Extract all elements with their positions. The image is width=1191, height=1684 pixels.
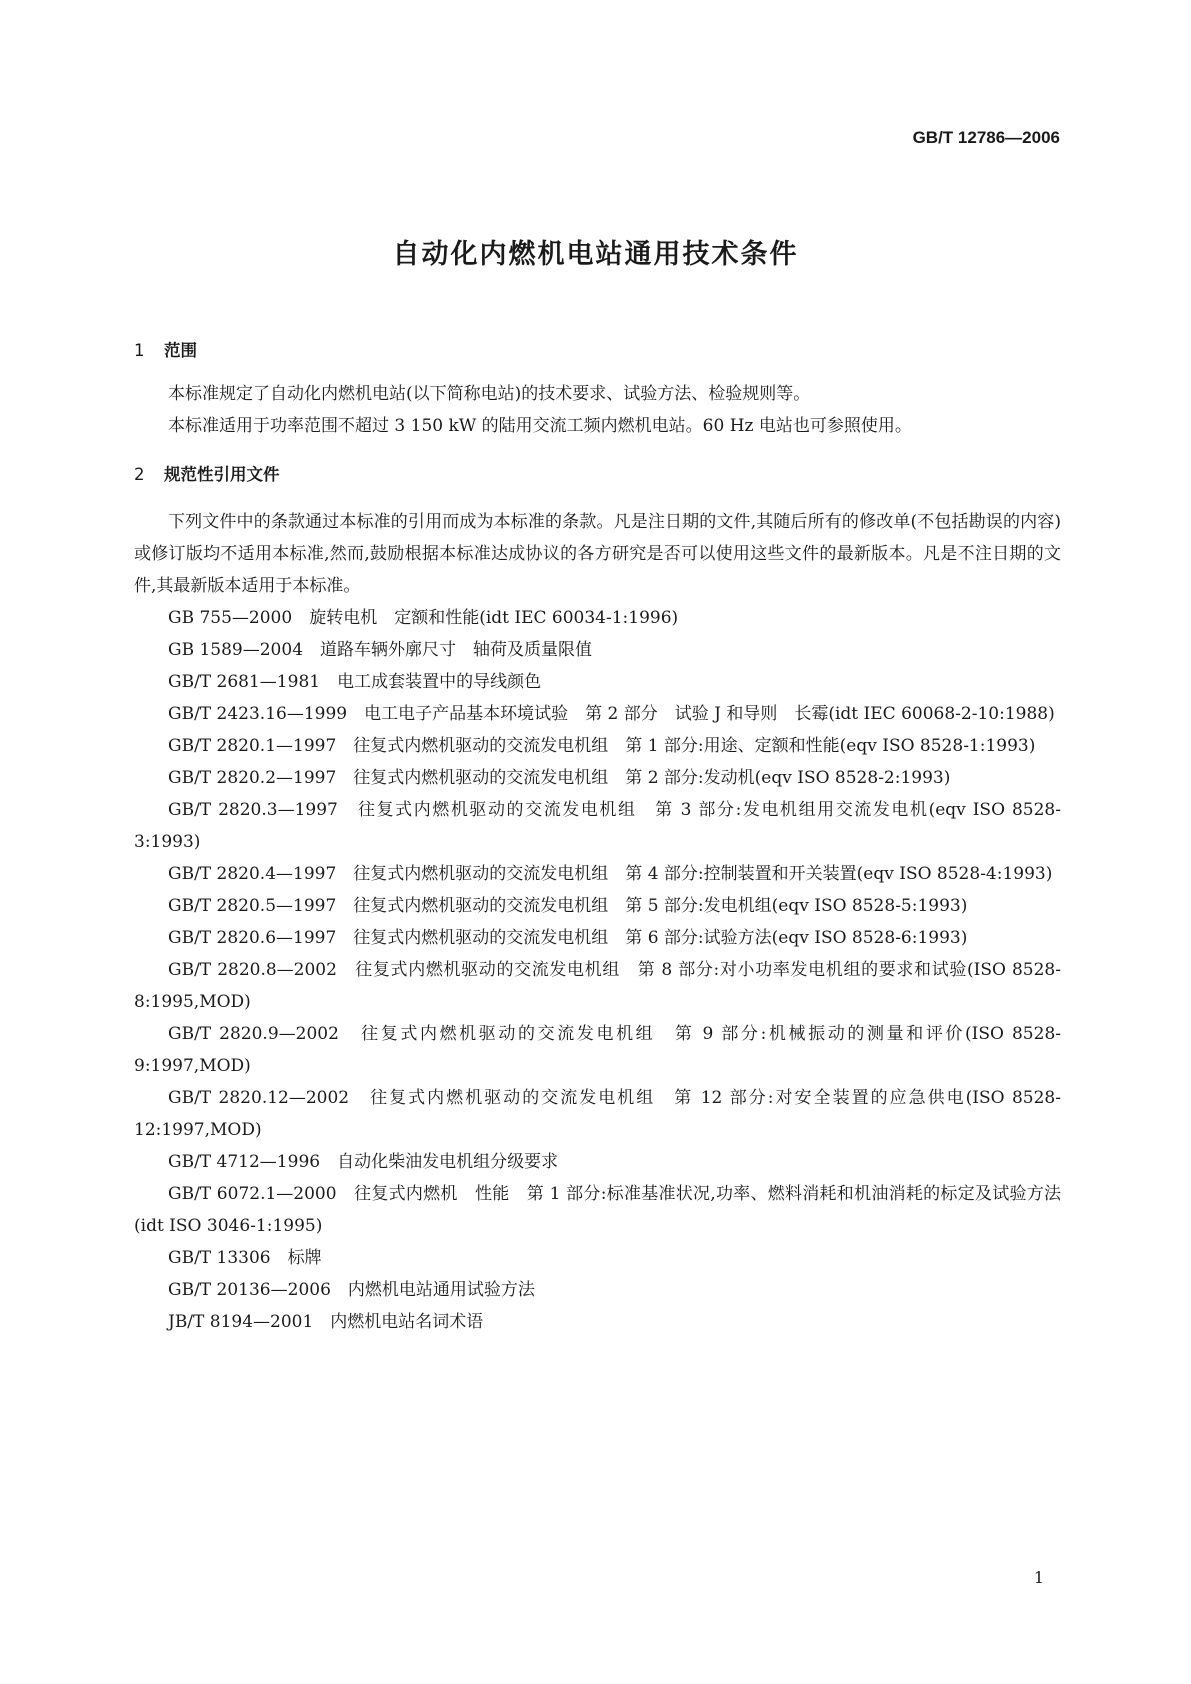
reference-item: GB 1589—2004 道路车辆外廓尺寸 轴荷及质量限值 — [168, 640, 593, 660]
section-1-title: 范围 — [164, 341, 197, 360]
reference-item: GB/T 2681—1981 电工成套装置中的导线颜色 — [168, 672, 542, 692]
reference-item: GB/T 2820.3—1997 往复式内燃机驱动的交流发电机组 第 3 部分:发电机组用交流发电机(eqv ISO 8528-3:1993) — [134, 800, 1061, 852]
reference-item: GB/T 2820.4—1997 往复式内燃机驱动的交流发电机组 第 4 部分:控制装置和开关装置(eqv ISO 8528-4:1993) — [168, 864, 1053, 884]
reference-item: GB/T 2820.8—2002 往复式内燃机驱动的交流发电机组 第 8 部分:对小功率发电机组的要求和试验(ISO 8528-8:1995,MOD) — [134, 960, 1061, 1012]
section-1-number: 1 — [134, 341, 145, 360]
scope-paragraph-2: 本标准适用于功率范围不超过 3 150 kW 的陆用交流工频内燃机电站。60 Hz 电站也可参照使用。 — [168, 416, 912, 436]
reference-item: GB/T 4712—1996 自动化柴油发电机组分级要求 — [168, 1152, 559, 1172]
reference-item: GB/T 2820.1—1997 往复式内燃机驱动的交流发电机组 第 1 部分:用途、定额和性能(eqv ISO 8528-1:1993) — [168, 736, 1036, 756]
reference-item: GB 755—2000 旋转电机 定额和性能(idt IEC 60034-1:1996) — [168, 608, 679, 628]
section-2-title: 规范性引用文件 — [164, 465, 280, 484]
reference-item: GB/T 13306 标牌 — [168, 1248, 322, 1268]
document-body — [134, 338, 1061, 1338]
reference-item: GB/T 2820.5—1997 往复式内燃机驱动的交流发电机组 第 5 部分:发电机组(eqv ISO 8528-5:1993) — [168, 896, 968, 916]
reference-item: GB/T 20136—2006 内燃机电站通用试验方法 — [168, 1280, 535, 1300]
section-1-heading — [134, 338, 1061, 364]
reference-item: GB/T 6072.1—2000 往复式内燃机 性能 第 1 部分:标准基准状况,功率、燃料消耗和机油消耗的标定及试验方法(idt ISO 3046-1:1995) — [134, 1184, 1061, 1236]
reference-item: JB/T 8194—2001 内燃机电站名词术语 — [168, 1312, 484, 1332]
section-2-number: 2 — [134, 465, 145, 484]
reference-item: GB/T 2820.9—2002 往复式内燃机驱动的交流发电机组 第 9 部分:机械振动的测量和评价(ISO 8528-9:1997,MOD) — [134, 1024, 1061, 1076]
reference-item: GB/T 2423.16—1999 电工电子产品基本环境试验 第 2 部分 试验 J 和导则 长霉(idt IEC 60068-2-10:1988) — [168, 704, 1055, 724]
reference-item: GB/T 2820.6—1997 往复式内燃机驱动的交流发电机组 第 6 部分:试验方法(eqv ISO 8528-6:1993) — [168, 928, 968, 948]
page-number: 1 — [1033, 1568, 1044, 1587]
reference-list — [134, 602, 1061, 1338]
section-2-heading — [134, 462, 1061, 488]
scope-paragraph-1: 本标准规定了自动化内燃机电站(以下简称电站)的技术要求、试验方法、检验规则等。 — [168, 384, 811, 404]
references-intro: 下列文件中的条款通过本标准的引用而成为本标准的条款。凡是注日期的文件,其随后所有的修改单(不包括勘误的内容)或修订版均不适用本标准,然而,鼓励根据本标准达成协议的各方研究是否可以使用这些文件的最新版本。凡是不注日期的文件,其最新版本适用于本标准。 — [134, 512, 1061, 596]
reference-item: GB/T 2820.12—2002 往复式内燃机驱动的交流发电机组 第 12 部分:对安全装置的应急供电(ISO 8528-12:1997,MOD) — [134, 1088, 1061, 1140]
reference-item: GB/T 2820.2—1997 往复式内燃机驱动的交流发电机组 第 2 部分:发动机(eqv ISO 8528-2:1993) — [168, 768, 951, 788]
standard-number: GB/T 12786—2006 — [912, 128, 1060, 147]
document-title: 自动化内燃机电站通用技术条件 — [392, 239, 799, 270]
